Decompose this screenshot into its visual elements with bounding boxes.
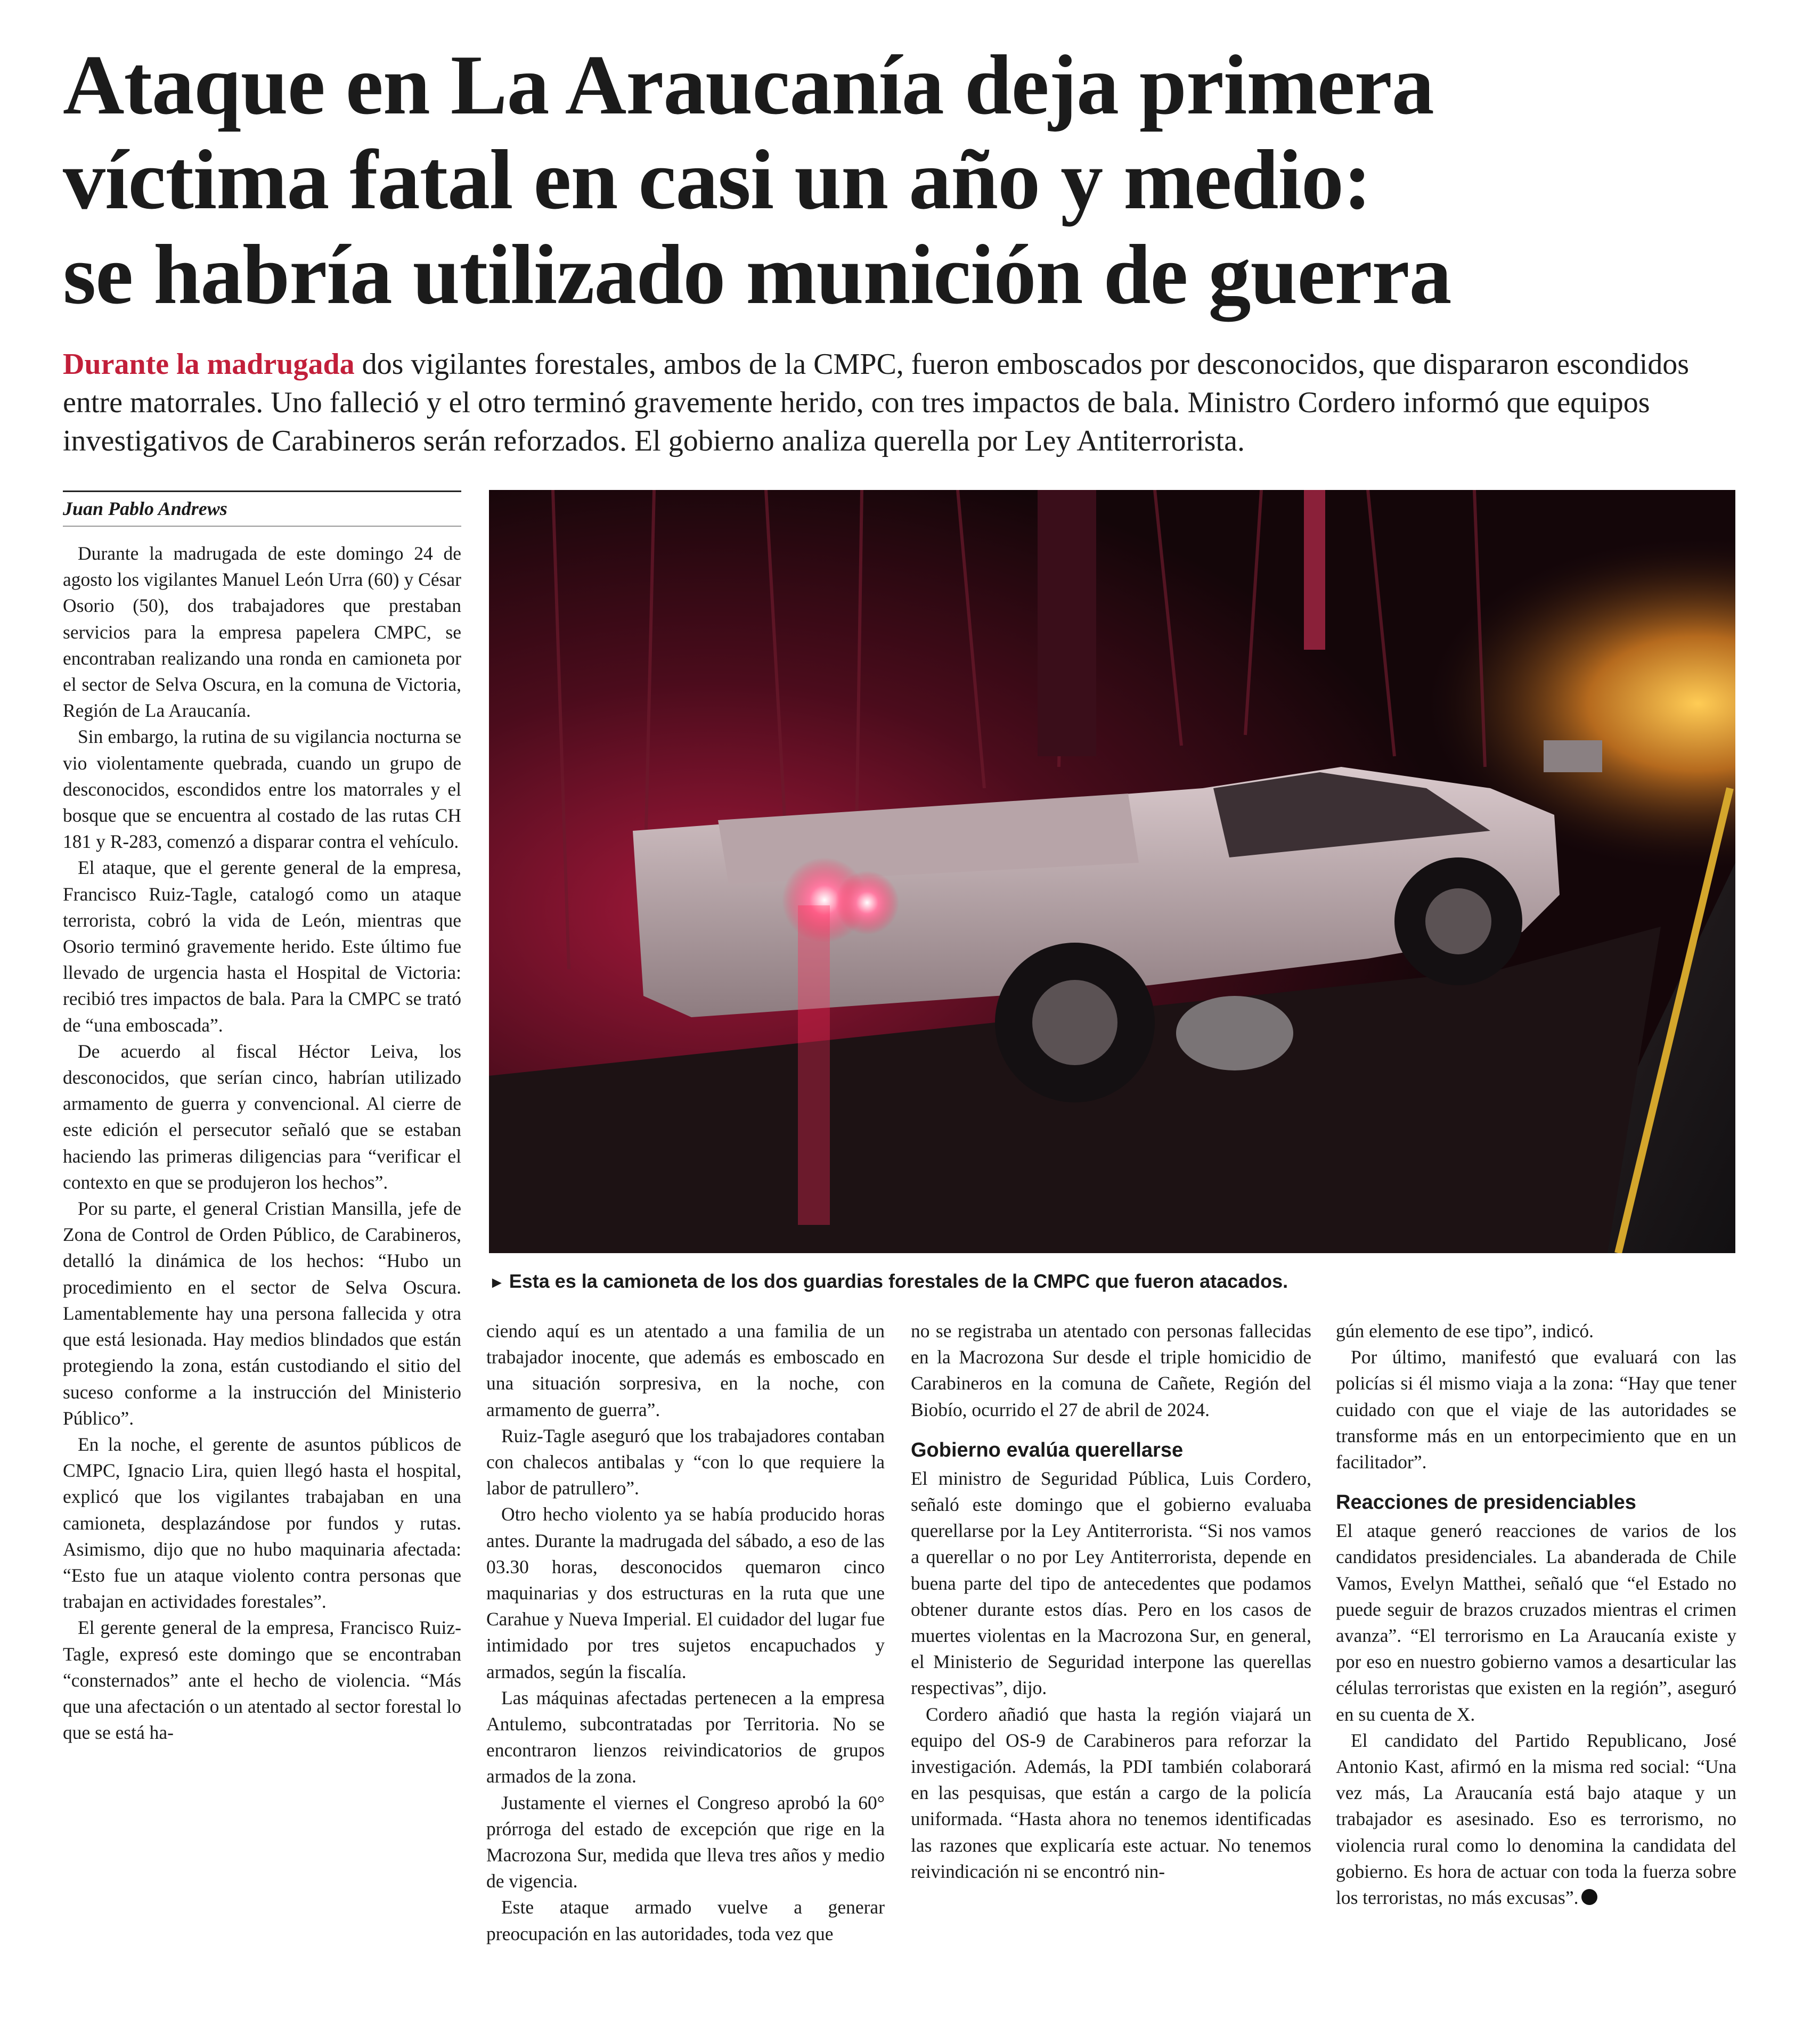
last-paragraph bbox=[1336, 1728, 1736, 1911]
byline: Juan Pablo Andrews bbox=[63, 498, 227, 519]
column-4 bbox=[1336, 1318, 1736, 1911]
paragraph: Durante la madrugada de este domingo 24 de agosto los vigilantes Manuel León Urra (60) y César Osorio (50), dos trabajadores que prestaban servicios para la empresa papelera CMPC, se encontraban realizando una ronda en camioneta por el sector de Selva Oscura, en la comuna de Victoria, Región de La Araucanía. bbox=[63, 543, 461, 722]
paragraph: El ataque, que el gerente general de la empresa, Francisco Ruiz-Tagle, catalogó como un ataque terrorista, cobró la vida de León, mientras que Osorio terminó gravemente herido. Este último fue llevado de urgencia hasta el Hospital de Victoria: recibió tres impactos de bala. Para la CMPC se trató de “una emboscada”. bbox=[63, 857, 461, 1036]
headline-line-2: víctima fatal en casi un año y medio: bbox=[63, 132, 1372, 227]
paragraph: Cordero añadió que hasta la región viajará un equipo del OS-9 de Carabineros para reforzar la investigación. Además, la PDI también colaborará en las pesquisas, que están a cargo de la policía uniformada. “Hasta ahora no tenemos identificadas las razones que explicaría este actuar. No tenemos reivindicación ni se encontró nin- bbox=[911, 1703, 1311, 1882]
news-photo-pickup-truck bbox=[489, 490, 1735, 1253]
headline-line-3: se habría utilizado munición de guerra bbox=[63, 227, 1451, 322]
end-dot-icon bbox=[1581, 1889, 1597, 1905]
paragraph: El gerente general de la empresa, Francisco Ruiz-Tagle, expresó este domingo que se encontraban “consternados” ante el hecho de violencia. “Más que una afectación o un atentado al sector forestal lo que se está ha- bbox=[63, 1617, 461, 1744]
paragraph: gún elemento de ese tipo”, indicó. bbox=[1336, 1320, 1594, 1342]
column-1 bbox=[63, 541, 461, 1746]
caption-text: Esta es la camioneta de los dos guardias forestales de la CMPC que fueron atacados. bbox=[509, 1270, 1288, 1292]
lead-paragraph bbox=[63, 345, 1725, 460]
subheading-presidenciables: Reacciones de presidenciables bbox=[1336, 1491, 1636, 1514]
paragraph: En la noche, el gerente de asuntos públicos de CMPC, Ignacio Lira, quien llegó hasta el hospital, explicó que los vigilantes trabajaban en una camioneta, desplazándose por fundos y rutas. Asimismo, dijo que no hubo maquinaria afectada: “Esto fue un ataque violento contra personas que trabajan en actividades forestales”. bbox=[63, 1433, 461, 1613]
paragraph: El ataque generó reacciones de varios de los candidatos presidenciales. La abanderada de Chile Vamos, Evelyn Matthei, señaló que “el Estado no puede seguir de brazos cruzados mientras el crimen avanza”. “El terrorismo en La Araucanía existe y por eso en nuestro gobierno vamos a desarticular las células terroristas que existen en la región”, aseguró en su cuenta de X. bbox=[1336, 1520, 1736, 1725]
paragraph: ciendo aquí es un atentado a una familia de un trabajador inocente, que además es emboscado en una situación sorpresiva, en la noche, con armamento de guerra”. bbox=[486, 1320, 885, 1420]
paragraph: no se registraba un atentado con personas fallecidas en la Macrozona Sur desde el triple homicidio de Carabineros en la comuna de Cañete, Región del Biobío, ocurrido el 27 de abril de 2024. bbox=[911, 1320, 1311, 1420]
paragraph: Justamente el viernes el Congreso aprobó la 60° prórroga del estado de excepción que rige en la Macrozona Sur, medida que lleva tres años y medio de vigencia. bbox=[486, 1792, 885, 1892]
paragraph: Otro hecho violento ya se había producido horas antes. Durante la madrugada del sábado, a eso de las 03.30 horas, desconocidos quemaron cinco maquinarias y dos estructuras en la ruta que une Carahue y Nueva Imperial. El cuidador del lugar fue intimidado por tres sujetos encapuchados y armados, según la fiscalía. bbox=[486, 1503, 885, 1682]
paragraph-text: El candidato del Partido Republicano, José Antonio Kast, afirmó en la misma red social: “Una vez más, La Araucanía está bajo ataque y un trabajador es asesinado. Eso es terrorismo, no violencia rural como lo denomina la candidata del gobierno. Es hora de actuar con toda la fuerza sobre los terroristas, no más excusas”. bbox=[1336, 1729, 1736, 1909]
column-2 bbox=[486, 1318, 885, 1947]
headline-line-1: Ataque en La Araucanía deja primera bbox=[63, 37, 1434, 132]
byline-top-rule bbox=[63, 490, 461, 492]
triangle-right-icon: ► bbox=[489, 1274, 505, 1291]
paragraph: Este ataque armado vuelve a generar preocupación en las autoridades, toda vez que bbox=[486, 1896, 885, 1944]
paragraph: Por último, manifestó que evaluará con las policías si él mismo viaja a la zona: “Hay que tener cuidado con que el viaje de las autoridades se transforme más en un entorpecimiento que en un facilitador”. bbox=[1336, 1346, 1736, 1473]
byline-bottom-rule bbox=[63, 526, 461, 527]
paragraph: El ministro de Seguridad Pública, Luis Cordero, señaló este domingo que el gobierno evaluaba querellarse por la Ley Antiterrorista. “Si nos vamos a querellar o no por Ley Antiterrorista, depende en buena parte del tipo de antecedentes que podamos obtener durante estos días. Pero en los casos de muertes violentas en la Macrozona Sur, en general, el Ministerio de Seguridad interpone las querellas respectivas”, dijo. bbox=[911, 1467, 1311, 1699]
lead-highlight: Durante la madrugada bbox=[63, 348, 355, 381]
column-3 bbox=[911, 1318, 1311, 1885]
lead-text: dos vigilantes forestales, ambos de la CMPC, fueron emboscados por desconocidos, que dispararon escondidos entre matorrales. Uno falleció y el otro terminó gravemente herido, con tres impactos de bala. Ministro Cordero informó que equipos investigativos de Carabineros serán reforzados. El gobierno analiza querella por Ley Antiterrorista. bbox=[63, 348, 1690, 457]
paragraph: Por su parte, el general Cristian Mansilla, jefe de Zona de Control de Orden Público, de Carabineros, detalló la dinámica de los hechos: “Hubo un procedimiento en el sector de Selva Oscura. Lamentablemente hay una persona fallecida y otra que está lesionada. Hay medios blindados que están protegiendo la zona, están custodiando el sitio del suceso conforme a la instrucción del Ministerio Público”. bbox=[63, 1198, 461, 1429]
headline bbox=[63, 37, 1735, 322]
paragraph: Las máquinas afectadas pertenecen a la empresa Antulemo, subcontratadas por Territoria. No se encontraron lienzos reivindicatorios de grupos armados de la zona. bbox=[486, 1687, 885, 1787]
photo-caption bbox=[489, 1269, 1735, 1296]
subheading-gobierno: Gobierno evalúa querellarse bbox=[911, 1438, 1184, 1461]
paragraph: Ruiz-Tagle aseguró que los trabajadores contaban con chalecos antibalas y “con lo que requiere la labor de patrullero”. bbox=[486, 1425, 885, 1499]
paragraph: De acuerdo al fiscal Héctor Leiva, los desconocidos, que serían cinco, habrían utilizado armamento de guerra y convencional. Al cierre de este edición el persecutor señaló que se estaban haciendo las primeras diligencias para “verificar el contexto en que se produjeron los hechos”. bbox=[63, 1040, 461, 1193]
paragraph: Sin embargo, la rutina de su vigilancia nocturna se vio violentamente quebrada, cuando un grupo de desconocidos, escondidos entre los matorrales y el bosque que se encuentra al costado de las rutas CH 181 y R-283, comenzó a disparar contra el vehículo. bbox=[63, 726, 461, 853]
